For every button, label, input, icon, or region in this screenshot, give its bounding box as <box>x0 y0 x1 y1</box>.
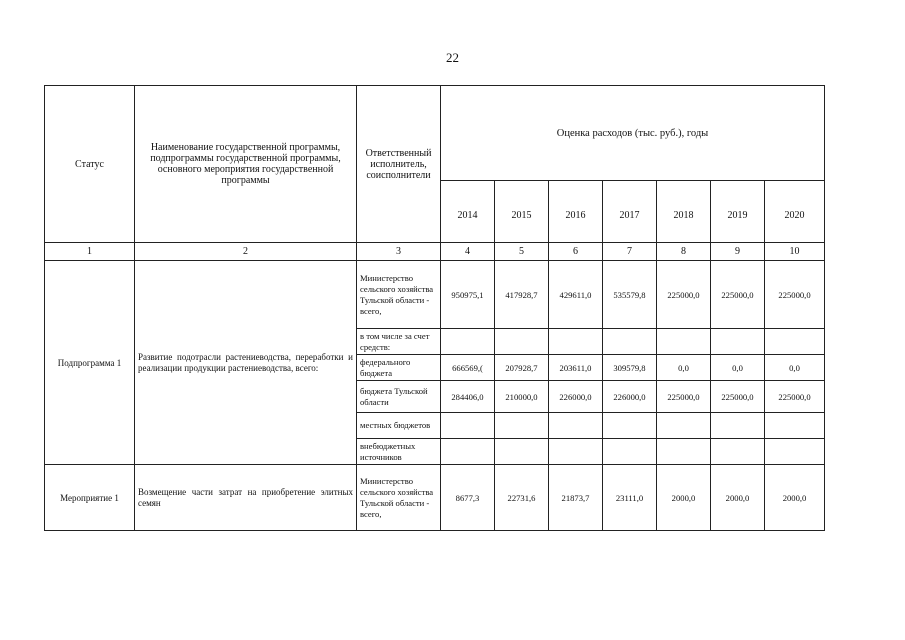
header-year: 2018 <box>657 181 711 243</box>
value-cell: 225000,0 <box>657 261 711 329</box>
page-number: 22 <box>446 50 459 65</box>
value-cell: 284406,0 <box>441 381 495 413</box>
column-number: 7 <box>603 243 657 261</box>
measure-status: Мероприятие 1 <box>45 465 135 531</box>
value-cell <box>711 413 765 439</box>
value-cell <box>441 329 495 355</box>
header-year: 2014 <box>441 181 495 243</box>
header-name: Наименование государственной программы, подпрограммы государственной программы, основного мероприятия государственной программы <box>135 86 357 243</box>
executor-cell: федерального бюджета <box>357 355 441 381</box>
value-cell: 22731,6 <box>495 465 549 531</box>
value-cell: 0,0 <box>711 355 765 381</box>
header-year: 2020 <box>765 181 825 243</box>
column-number-row <box>45 243 825 261</box>
value-cell: 950975,1 <box>441 261 495 329</box>
value-cell <box>711 329 765 355</box>
column-number: 1 <box>45 243 135 261</box>
header-year: 2015 <box>495 181 549 243</box>
table-row <box>45 465 825 531</box>
value-cell: 207928,7 <box>495 355 549 381</box>
header-cost: Оценка расходов (тыс. руб.), годы <box>441 86 825 181</box>
value-cell: 23111,0 <box>603 465 657 531</box>
table-row <box>45 261 825 329</box>
executor-cell: внебюджетных источников <box>357 439 441 465</box>
header-year: 2019 <box>711 181 765 243</box>
value-cell <box>549 329 603 355</box>
header-status: Статус <box>45 86 135 243</box>
value-cell: 0,0 <box>765 355 825 381</box>
value-cell <box>495 329 549 355</box>
value-cell: 2000,0 <box>711 465 765 531</box>
value-cell: 429611,0 <box>549 261 603 329</box>
header-year: 2017 <box>603 181 657 243</box>
value-cell: 225000,0 <box>711 261 765 329</box>
value-cell <box>765 439 825 465</box>
column-number: 6 <box>549 243 603 261</box>
column-number: 9 <box>711 243 765 261</box>
subprogram-name: Развитие подотрасли растениеводства, переработки и реализации продукции растениеводства, всего: <box>135 261 357 465</box>
executor-cell: в том числе за счет средств: <box>357 329 441 355</box>
column-number: 8 <box>657 243 711 261</box>
executor-cell: местных бюджетов <box>357 413 441 439</box>
value-cell: 2000,0 <box>765 465 825 531</box>
value-cell: 203611,0 <box>549 355 603 381</box>
budget-table <box>44 85 825 531</box>
value-cell: 2000,0 <box>657 465 711 531</box>
value-cell <box>495 413 549 439</box>
value-cell: 226000,0 <box>603 381 657 413</box>
value-cell <box>657 439 711 465</box>
value-cell: 417928,7 <box>495 261 549 329</box>
column-number: 5 <box>495 243 549 261</box>
value-cell: 666569,( <box>441 355 495 381</box>
executor-cell: Министерство сельского хозяйства Тульской области - всего, <box>357 465 441 531</box>
value-cell <box>495 439 549 465</box>
value-cell: 226000,0 <box>549 381 603 413</box>
executor-cell: бюджета Тульской области <box>357 381 441 413</box>
measure-name: Возмещение части затрат на приобретение элитных семян <box>135 465 357 531</box>
value-cell <box>711 439 765 465</box>
header-executor: Ответственный исполнитель, соисполнители <box>357 86 441 243</box>
value-cell <box>603 329 657 355</box>
value-cell <box>765 329 825 355</box>
header-year: 2016 <box>549 181 603 243</box>
value-cell <box>441 439 495 465</box>
value-cell <box>549 413 603 439</box>
header-row <box>45 86 825 181</box>
column-number: 10 <box>765 243 825 261</box>
value-cell: 225000,0 <box>711 381 765 413</box>
value-cell: 309579,8 <box>603 355 657 381</box>
value-cell <box>441 413 495 439</box>
value-cell: 535579,8 <box>603 261 657 329</box>
value-cell: 0,0 <box>657 355 711 381</box>
column-number: 2 <box>135 243 357 261</box>
value-cell: 225000,0 <box>765 261 825 329</box>
value-cell <box>549 439 603 465</box>
value-cell <box>765 413 825 439</box>
value-cell: 210000,0 <box>495 381 549 413</box>
executor-cell: Министерство сельского хозяйства Тульской области - всего, <box>357 261 441 329</box>
value-cell: 21873,7 <box>549 465 603 531</box>
value-cell: 8677,3 <box>441 465 495 531</box>
value-cell: 225000,0 <box>657 381 711 413</box>
value-cell <box>603 413 657 439</box>
value-cell <box>657 413 711 439</box>
column-number: 4 <box>441 243 495 261</box>
value-cell: 225000,0 <box>765 381 825 413</box>
subprogram-status: Подпрограмма 1 <box>45 261 135 465</box>
value-cell <box>657 329 711 355</box>
value-cell <box>603 439 657 465</box>
column-number: 3 <box>357 243 441 261</box>
